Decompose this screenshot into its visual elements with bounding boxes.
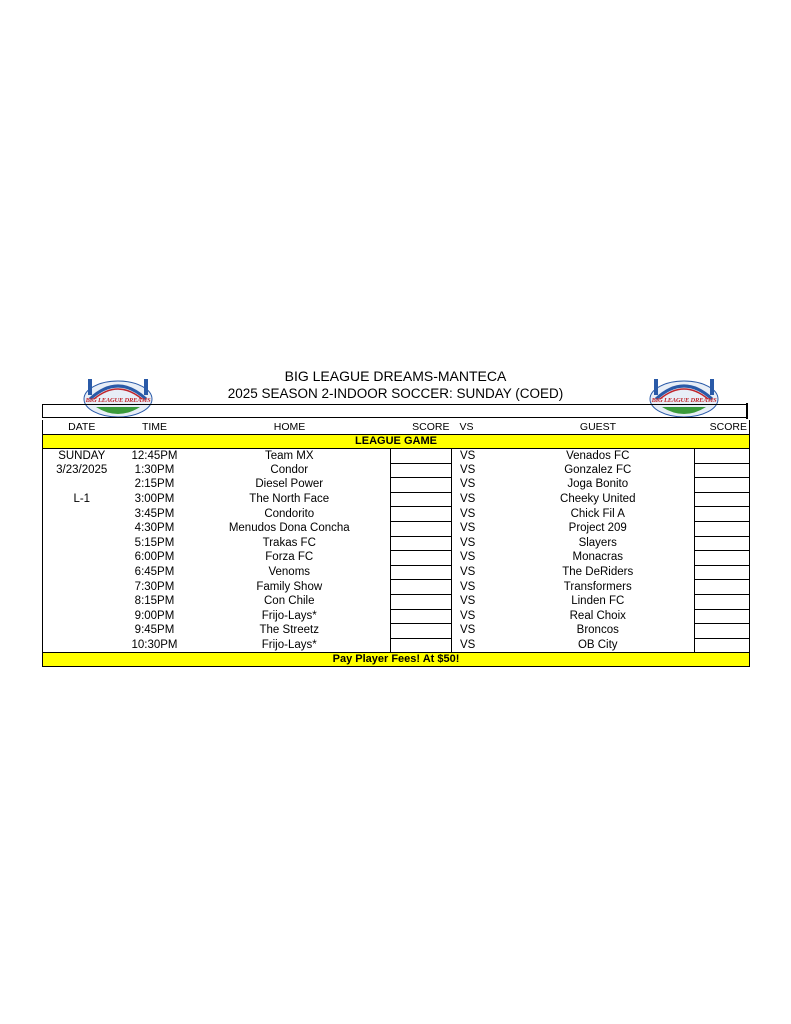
guest-team: The DeRiders	[562, 566, 634, 579]
guest-score-box[interactable]	[695, 580, 750, 595]
game-time: 1:30PM	[134, 463, 175, 476]
game-time: 9:00PM	[134, 609, 175, 622]
schedule-table	[42, 420, 750, 667]
game-time: 7:30PM	[134, 580, 175, 593]
vs-label: VS	[452, 638, 502, 653]
home-score-box[interactable]	[391, 609, 452, 624]
guest-team: Transformers	[563, 580, 632, 593]
guest-score-box[interactable]	[695, 638, 750, 653]
footer-row	[43, 653, 750, 667]
vs-label: VS	[460, 463, 476, 476]
home-team: Frijo-Lays*	[189, 638, 391, 653]
col-time: TIME	[141, 420, 168, 433]
game-time: 3:00PM	[134, 493, 175, 506]
col-vs: VS	[459, 420, 474, 433]
home-score-box[interactable]	[391, 478, 452, 493]
schedule-table-wrap	[42, 420, 749, 667]
game-time: 6:00PM	[134, 551, 175, 564]
game-time: 10:30PM	[121, 638, 189, 653]
vs-label: VS	[460, 522, 476, 535]
home-score-box[interactable]	[391, 521, 452, 536]
home-team: Team MX	[264, 449, 314, 462]
guest-score-box[interactable]	[695, 594, 750, 609]
guest-team: Linden FC	[571, 595, 625, 608]
home-team: The Streetz	[259, 624, 319, 637]
game-date	[43, 507, 121, 522]
vs-label: VS	[460, 551, 476, 564]
logo-text-right: BIG LEAGUE DREAMS	[651, 397, 717, 404]
game-row	[43, 521, 750, 536]
game-row	[43, 478, 750, 493]
column-header-row	[43, 420, 750, 435]
page-subtitle: 2025 SEASON 2-INDOOR SOCCER: SUNDAY (COED)	[227, 386, 564, 401]
game-date	[43, 580, 121, 595]
guest-score-box[interactable]	[695, 449, 750, 464]
game-date	[43, 565, 121, 580]
game-date	[43, 624, 121, 639]
vs-label: VS	[460, 566, 476, 579]
game-time: 12:45PM	[131, 449, 178, 462]
guest-score-box[interactable]	[695, 507, 750, 522]
col-score-guest: SCORE	[709, 420, 747, 433]
blank-header-bar	[42, 404, 747, 418]
vs-label: VS	[460, 493, 476, 506]
guest-team: OB City	[502, 638, 695, 653]
game-row	[43, 463, 750, 478]
game-row	[43, 565, 750, 580]
vs-label: VS	[460, 507, 476, 520]
vs-label: VS	[460, 624, 476, 637]
home-team: The North Face	[249, 493, 330, 506]
col-date: DATE	[68, 420, 96, 433]
guest-score-box[interactable]	[695, 521, 750, 536]
game-row	[43, 638, 750, 653]
guest-team: Project 209	[568, 522, 627, 535]
game-row	[43, 449, 750, 464]
section-row	[43, 435, 750, 449]
home-score-box[interactable]	[391, 624, 452, 639]
game-date: SUNDAY	[58, 449, 106, 462]
guest-score-box[interactable]	[695, 565, 750, 580]
guest-team: Gonzalez FC	[564, 463, 632, 476]
col-score-home: SCORE	[412, 420, 450, 433]
game-row	[43, 507, 750, 522]
home-team: Condor	[270, 463, 309, 476]
col-guest: GUEST	[579, 420, 617, 433]
home-score-box[interactable]	[391, 551, 452, 566]
footer-note: Pay Player Fees! At $50!	[43, 653, 750, 667]
game-date	[43, 594, 121, 609]
home-team: Venoms	[268, 566, 311, 579]
game-date	[43, 609, 121, 624]
home-score-box[interactable]	[391, 507, 452, 522]
guest-score-box[interactable]	[695, 536, 750, 551]
home-score-box[interactable]	[391, 638, 452, 653]
game-date	[43, 521, 121, 536]
game-row	[43, 594, 750, 609]
guest-team: Venados FC	[566, 449, 630, 462]
vs-label: VS	[460, 595, 476, 608]
game-date: L-1	[73, 493, 91, 506]
guest-score-box[interactable]	[695, 551, 750, 566]
game-date	[43, 638, 121, 653]
guest-score-box[interactable]	[695, 624, 750, 639]
home-team: Diesel Power	[255, 478, 324, 491]
home-team: Menudos Dona Concha	[228, 522, 350, 535]
section-label: LEAGUE GAME	[43, 435, 750, 449]
game-date	[43, 551, 121, 566]
game-time: 5:15PM	[134, 536, 175, 549]
game-row	[43, 609, 750, 624]
game-date: 3/23/2025	[56, 463, 108, 476]
home-score-box[interactable]	[391, 594, 452, 609]
home-score-box[interactable]	[391, 463, 452, 478]
home-team: Forza FC	[265, 551, 314, 564]
guest-team: Chick Fil A	[570, 507, 625, 520]
home-team: Condorito	[264, 507, 315, 520]
home-score-box[interactable]	[391, 536, 452, 551]
guest-team: Broncos	[576, 624, 619, 637]
guest-team: Monacras	[572, 551, 623, 564]
vs-label: VS	[460, 478, 476, 491]
game-row	[43, 551, 750, 566]
vs-label: VS	[460, 580, 476, 593]
game-date	[43, 536, 121, 551]
col-home: HOME	[273, 420, 306, 433]
game-time: 3:45PM	[134, 507, 175, 520]
home-score-box[interactable]	[391, 492, 452, 507]
game-date	[43, 478, 121, 493]
game-row	[43, 536, 750, 551]
guest-score-box[interactable]	[695, 609, 750, 624]
logo-text-left: BIG LEAGUE DREAMS	[85, 397, 151, 404]
home-team: Trakas FC	[262, 536, 316, 549]
game-row	[43, 492, 750, 507]
home-team: Family Show	[256, 580, 323, 593]
guest-team: Real Choix	[569, 609, 626, 622]
guest-team: Slayers	[578, 536, 617, 549]
game-time: 4:30PM	[134, 522, 175, 535]
guest-score-box[interactable]	[695, 478, 750, 493]
guest-score-box[interactable]	[695, 463, 750, 478]
game-time: 2:15PM	[134, 478, 175, 491]
home-score-box[interactable]	[391, 565, 452, 580]
guest-team: Cheeky United	[560, 493, 636, 506]
guest-score-box[interactable]	[695, 492, 750, 507]
game-row	[43, 624, 750, 639]
game-time: 6:45PM	[134, 566, 175, 579]
game-time: 8:15PM	[134, 595, 175, 608]
home-score-box[interactable]	[391, 580, 452, 595]
home-team: Frijo-Lays*	[261, 609, 317, 622]
vs-label: VS	[460, 449, 476, 462]
home-score-box[interactable]	[391, 449, 452, 464]
game-time: 9:45PM	[134, 624, 175, 637]
game-row	[43, 580, 750, 595]
home-team: Con Chile	[264, 595, 315, 608]
page-title: BIG LEAGUE DREAMS-MANTECA	[284, 368, 507, 384]
vs-label: VS	[460, 609, 476, 622]
guest-team: Joga Bonito	[567, 478, 629, 491]
vs-label: VS	[460, 536, 476, 549]
